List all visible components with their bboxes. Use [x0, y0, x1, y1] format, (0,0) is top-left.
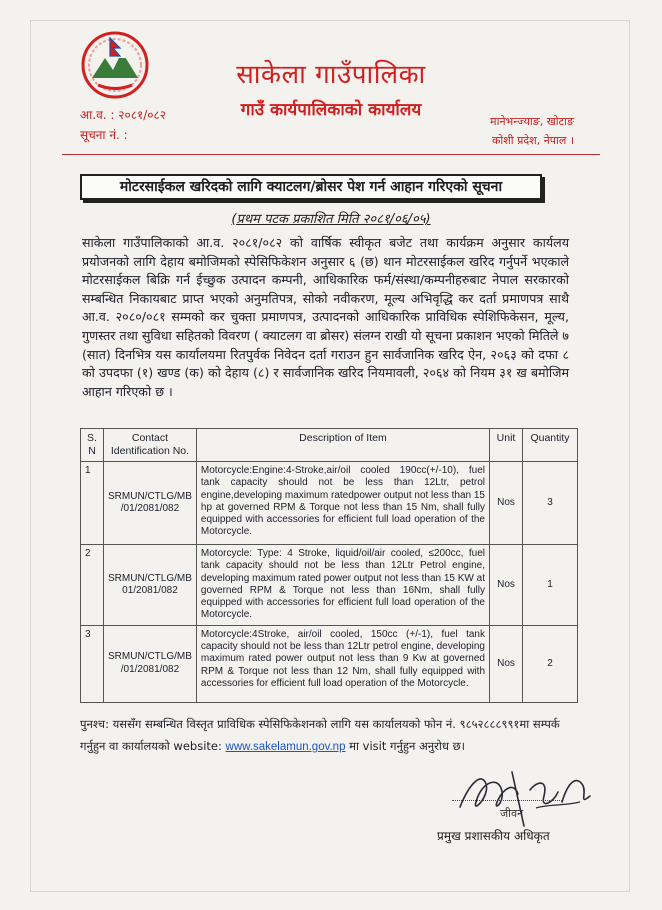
- row-unit: Nos: [490, 545, 523, 626]
- row-unit: Nos: [490, 462, 523, 545]
- address-line-2: कोशी प्रदेश, नेपाल ।: [491, 134, 574, 147]
- publication-date: (प्रथम पटक प्रकाशित मिति २०८१/०६/०५): [231, 212, 431, 227]
- header-description: Description of Item: [196, 429, 489, 462]
- row-sn: 2: [81, 545, 104, 626]
- items-table: [80, 428, 578, 703]
- row-quantity: 1: [523, 545, 578, 626]
- notice-body: साकेला गाउँपालिकाको आ.व. २०८१/०८२ को वार्षिक स्वीकृत बजेट तथा कार्यक्रम अनुसार कार्यलय प्रयोजनको लागि देहाय बमोजिमको स्पेसिफिकेशन अनुसार ६ (छ) थान मोटरसाईकल खरिद गर्नुपर्ने भएकाले मोटरसाईकल बिक्रि गर्न ईच्छुक उत्पादन कम्पनी, आधिकारिक फर्म/संस्था/कम्पनीहरुबाट नेपाल सरकारको सम्बन्धित निकायबाट प्राप्त भएको अनुमतिपत्र, सोको नवीकरण, मूल्य अभिवृद्धि कर दर्ता प्रमाणपत्र साथै आ.व. २०८०/०८१ सम्मको कर चुक्ता प्रमाणपत्र, उत्पादनको आधिकारिक प्राविधिक स्पेशिफिकेसन, मूल्य, गुणस्तर तथा सुविधा सहितको विवरण ( क्याटलग वा ब्रोसर) संलग्न राखी यो सूचना प्रकाशन भएको मितिले ७ (सात) दिनभित्र यस कार्यालयमा रितपुर्वक निवेदन दर्ता गराउन हुन सार्वजानिक खरिद ऐन, २०६३ को दफा ८ को उपदफा (१) खण्ड (क) को देहाय (८) र सार्वजानिक खरिद नियमावली, २०६४ को नियम ३१ ख बमोजिम आहान गरिएको छ ।: [82, 235, 569, 399]
- footer-text: पुनश्च: यससँग सम्बन्धित विस्तृत प्राविधिक स्पेसिफिकेशनको लागि यस कार्यालयको फोन नं. ९८५२८८८९९१मा सम्पर्क गर्नुहुन वा कार्यालयको website:: [80, 717, 560, 753]
- row-identification: SRMUN/CTLG/MB /01/2081/082: [104, 625, 197, 702]
- signer-name: जीवन: [500, 807, 524, 820]
- table-row: [81, 462, 578, 545]
- fiscal-year: आ.व. : २०८१/०८२: [80, 108, 166, 122]
- row-quantity: 3: [523, 462, 578, 545]
- table-row: [81, 545, 578, 626]
- row-quantity: 2: [523, 625, 578, 702]
- row-sn: 1: [81, 462, 104, 545]
- header-unit: Unit: [490, 429, 523, 462]
- row-description: Motorcycle:4Stroke, air/oil cooled, 150cc (+/-1), fuel tank capacity should not be less than 12Ltr petrol engine, developing maximum rated power output not less than 9 Kw at governed RPM & Torque not less than 12 Nm, shall fully equipped with accessories for efficient full load operation of the Motorcycle.: [196, 625, 489, 702]
- header-divider: [62, 154, 600, 155]
- address-line-1: मानेभन्ज्याङ, खोटाङ: [490, 115, 574, 128]
- header-sn: S. N: [81, 429, 104, 462]
- table-row: [81, 625, 578, 702]
- row-description: Motorcycle: Type: 4 Stroke, liquid/oil/air cooled, ≤200cc, fuel tank capacity should not be less than 12Ltr Petrol engine, developing maximum rated power output not less than 15 KW at governed RPM & Torque not less than 16Nm, shall fully equipped with accessories for efficient full load operation of the Motorcycle.: [196, 545, 489, 626]
- signature-line: [452, 800, 562, 801]
- row-identification: SRMUN/CTLG/MB 01/2081/082: [104, 545, 197, 626]
- footer-note: [80, 713, 575, 758]
- notice-title: मोटरसाईकल खरिदको लागि क्याटलग/ब्रोसर पेश गर्न आहान गरिएको सूचना: [80, 174, 542, 200]
- row-sn: 3: [81, 625, 104, 702]
- header-identification: Contact Identification No.: [104, 429, 197, 462]
- row-identification: SRMUN/CTLG/MB /01/2081/082: [104, 462, 197, 545]
- website-link[interactable]: www.sakelamun.gov.np: [225, 741, 346, 753]
- table-header-row: [81, 429, 578, 462]
- reference-number: सूचना नं. :: [80, 128, 128, 142]
- row-description: Motorcycle:Engine:4-Stroke,air/oil cooled 190cc(+/-10), fuel tank capacity should not be less than 12Ltr, petrol engine,developing maximum ratedpower output not less than 15 hp at governed RPM & Torque not less than 15 Nm, shall fully equipped with accessories for efficient full load operation of the Motorcycle.: [196, 462, 489, 545]
- row-unit: Nos: [490, 625, 523, 702]
- organization-name: साकेला गाउँपालिका: [236, 60, 426, 90]
- office-name: गाउँ कार्यपालिकाको कार्यालय: [240, 100, 422, 120]
- signer-title: प्रमुख प्रशासकीय अधिकृत: [437, 829, 550, 843]
- footer-text-end: मा visit गर्नुहुन अनुरोध छ।: [349, 739, 466, 753]
- header-quantity: Quantity: [523, 429, 578, 462]
